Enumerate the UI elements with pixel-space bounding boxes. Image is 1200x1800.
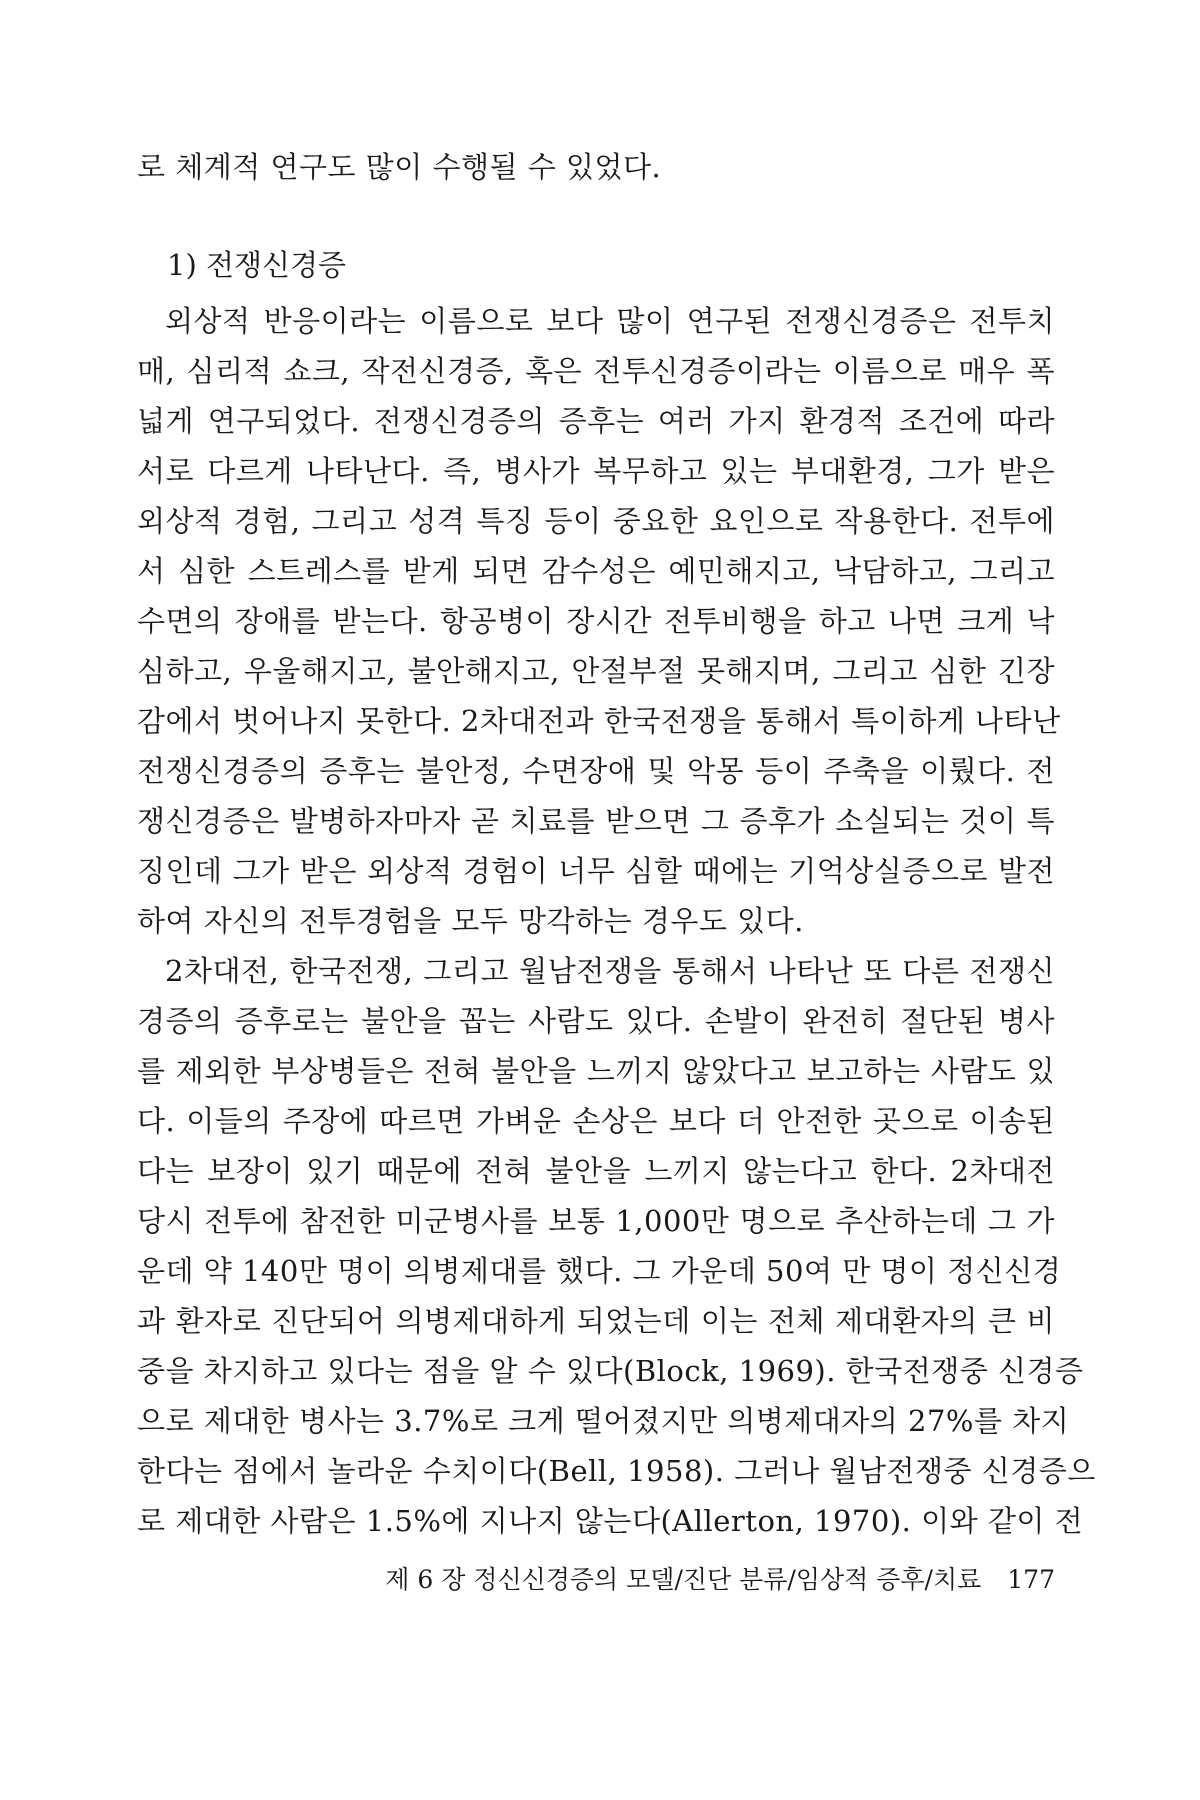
text-line: 서로 다르게 나타난다. 즉, 병사가 복무하고 있는 부대환경, 그가 받은 <box>137 454 1055 488</box>
text-line: 과 환자로 진단되어 의병제대하게 되었는데 이는 전체 제대환자의 큰 비 <box>137 1304 1055 1338</box>
text-line: 쟁신경증은 발병하자마자 곧 치료를 받으면 그 증후가 소실되는 것이 특 <box>137 804 1055 838</box>
text-line: 하여 자신의 전투경험을 모두 망각하는 경우도 있다. <box>137 904 804 938</box>
text-line: 감에서 벗어나지 못한다. 2차대전과 한국전쟁을 통해서 특이하게 나타난 <box>137 704 1061 738</box>
text-line: 당시 전투에 참전한 미군병사를 보통 1,000만 명으로 추산하는데 그 가 <box>137 1204 1055 1238</box>
text-line: 운데 약 140만 명이 의병제대를 했다. 그 가운데 50여 만 명이 정신신경 <box>137 1254 1062 1288</box>
continued-line: 로 체계적 연구도 많이 수행될 수 있었다. <box>137 150 662 184</box>
text-line: 를 제외한 부상병들은 전혀 불안을 느끼지 않았다고 보고하는 사람도 있 <box>137 1054 1055 1088</box>
text-line: 넓게 연구되었다. 전쟁신경증의 증후는 여러 가지 환경적 조건에 따라 <box>137 404 1055 438</box>
text-line: 로 제대한 사람은 1.5%에 지나지 않는다(Allerton, 1970). 이와 같이 전 <box>137 1504 1084 1538</box>
page-footer <box>320 1560 1055 1600</box>
text-line: 심하고, 우울해지고, 불안해지고, 안절부절 못해지며, 그리고 심한 긴장 <box>137 654 1055 688</box>
text-line: 외상적 반응이라는 이름으로 보다 많이 연구된 전쟁신경증은 전투치 <box>165 304 1055 338</box>
section-heading: 1) 전쟁신경증 <box>167 248 347 282</box>
text-line: 수면의 장애를 받는다. 항공병이 장시간 전투비행을 하고 나면 크게 낙 <box>137 604 1055 638</box>
text-line: 외상적 경험, 그리고 성격 특징 등이 중요한 요인으로 작용한다. 전투에 <box>137 504 1055 538</box>
paragraph-1 <box>137 296 1061 946</box>
paragraph-2 <box>137 946 1096 1546</box>
text-line: 한다는 점에서 놀라운 수치이다(Bell, 1958). 그러나 월남전쟁중 신경증으 <box>137 1454 1096 1488</box>
text-line: 중을 차지하고 있다는 점을 알 수 있다(Block, 1969). 한국전쟁중 신경증 <box>137 1354 1084 1388</box>
text-line: 매, 심리적 쇼크, 작전신경증, 혹은 전투신경증이라는 이름으로 매우 폭 <box>137 354 1055 388</box>
text-line: 서 심한 스트레스를 받게 되면 감수성은 예민해지고, 낙담하고, 그리고 <box>137 554 1055 588</box>
text-line: 다는 보장이 있기 때문에 전혀 불안을 느끼지 않는다고 한다. 2차대전 <box>137 1154 1055 1188</box>
text-line: 경증의 증후로는 불안을 꼽는 사람도 있다. 손발이 완전히 절단된 병사 <box>137 1004 1055 1038</box>
text-line: 다. 이들의 주장에 따르면 가벼운 손상은 보다 더 안전한 곳으로 이송된 <box>137 1104 1055 1138</box>
text-line: 으로 제대한 병사는 3.7%로 크게 떨어졌지만 의병제대자의 27%를 차지 <box>137 1404 1070 1438</box>
page-number: 177 <box>1007 1565 1055 1594</box>
text-line: 징인데 그가 받은 외상적 경험이 너무 심할 때에는 기억상실증으로 발전 <box>137 854 1055 888</box>
running-head: 제 6 장 정신신경증의 모델/진단 분류/임상적 증후/치료 <box>385 1565 982 1594</box>
page-body <box>137 142 1096 1546</box>
text-line: 2차대전, 한국전쟁, 그리고 월남전쟁을 통해서 나타난 또 다른 전쟁신 <box>165 954 1055 988</box>
text-line: 전쟁신경증의 증후는 불안정, 수면장애 및 악몽 등이 주축을 이뤘다. 전 <box>137 754 1055 788</box>
